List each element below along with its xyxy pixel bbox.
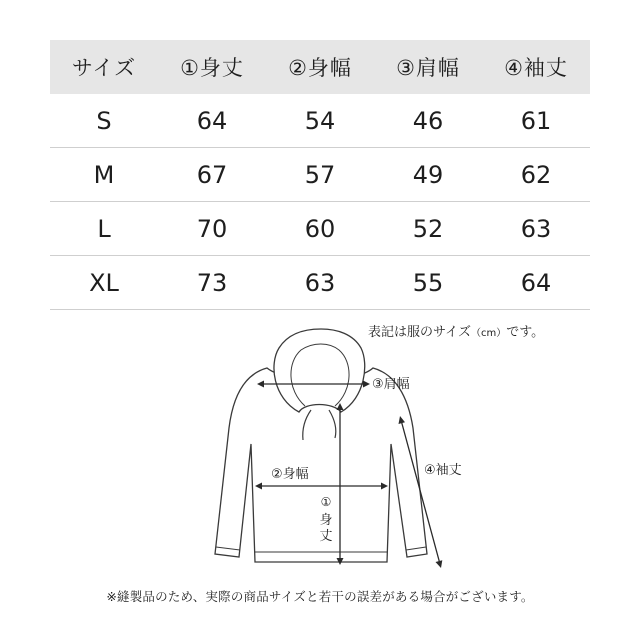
- value-cell: 52: [374, 202, 482, 256]
- header-body-length: ①身丈: [158, 40, 266, 94]
- table-header-row: [50, 40, 590, 94]
- table-row: [50, 256, 590, 310]
- value-cell: 46: [374, 94, 482, 148]
- hood: [274, 329, 365, 412]
- table-row: [50, 202, 590, 256]
- size-cell: M: [50, 148, 158, 202]
- header-shoulder-width: ③肩幅: [374, 40, 482, 94]
- size-cell: L: [50, 202, 158, 256]
- shoulder-width-label: ③肩幅: [372, 377, 410, 392]
- header-body-width: ②身幅: [266, 40, 374, 94]
- header-sleeve-length: ④袖丈: [482, 40, 590, 94]
- value-cell: 60: [266, 202, 374, 256]
- value-cell: 70: [158, 202, 266, 256]
- unit-note-unit: （cm）: [470, 328, 507, 339]
- value-cell: 64: [158, 94, 266, 148]
- arrowhead: [436, 560, 443, 568]
- size-cell: XL: [50, 256, 158, 310]
- unit-note-prefix: 表記は服のサイズ: [368, 325, 471, 340]
- unit-note-suffix: です。: [506, 325, 545, 340]
- value-cell: 49: [374, 148, 482, 202]
- body-length-label-char: 丈: [319, 529, 333, 544]
- value-cell: 63: [482, 202, 590, 256]
- value-cell: 73: [158, 256, 266, 310]
- body-length-label-number: ①: [320, 495, 332, 509]
- value-cell: 57: [266, 148, 374, 202]
- body-length-label-char: 身: [319, 513, 333, 528]
- value-cell: 54: [266, 94, 374, 148]
- size-cell: S: [50, 94, 158, 148]
- table-row: [50, 94, 590, 148]
- table-row: [50, 148, 590, 202]
- value-cell: 62: [482, 148, 590, 202]
- value-cell: 64: [482, 256, 590, 310]
- value-cell: 55: [374, 256, 482, 310]
- sleeve-length-label: ④袖丈: [424, 463, 462, 478]
- disclaimer-footnote: ※縫製品のため、実際の商品サイズと若干の誤差がある場合がございます。: [106, 589, 534, 604]
- hoodie-measurement-diagram: [205, 326, 465, 576]
- value-cell: 67: [158, 148, 266, 202]
- value-cell: 63: [266, 256, 374, 310]
- header-size: サイズ: [50, 40, 158, 94]
- value-cell: 61: [482, 94, 590, 148]
- size-table: [50, 40, 590, 310]
- body-width-label: ②身幅: [271, 467, 309, 482]
